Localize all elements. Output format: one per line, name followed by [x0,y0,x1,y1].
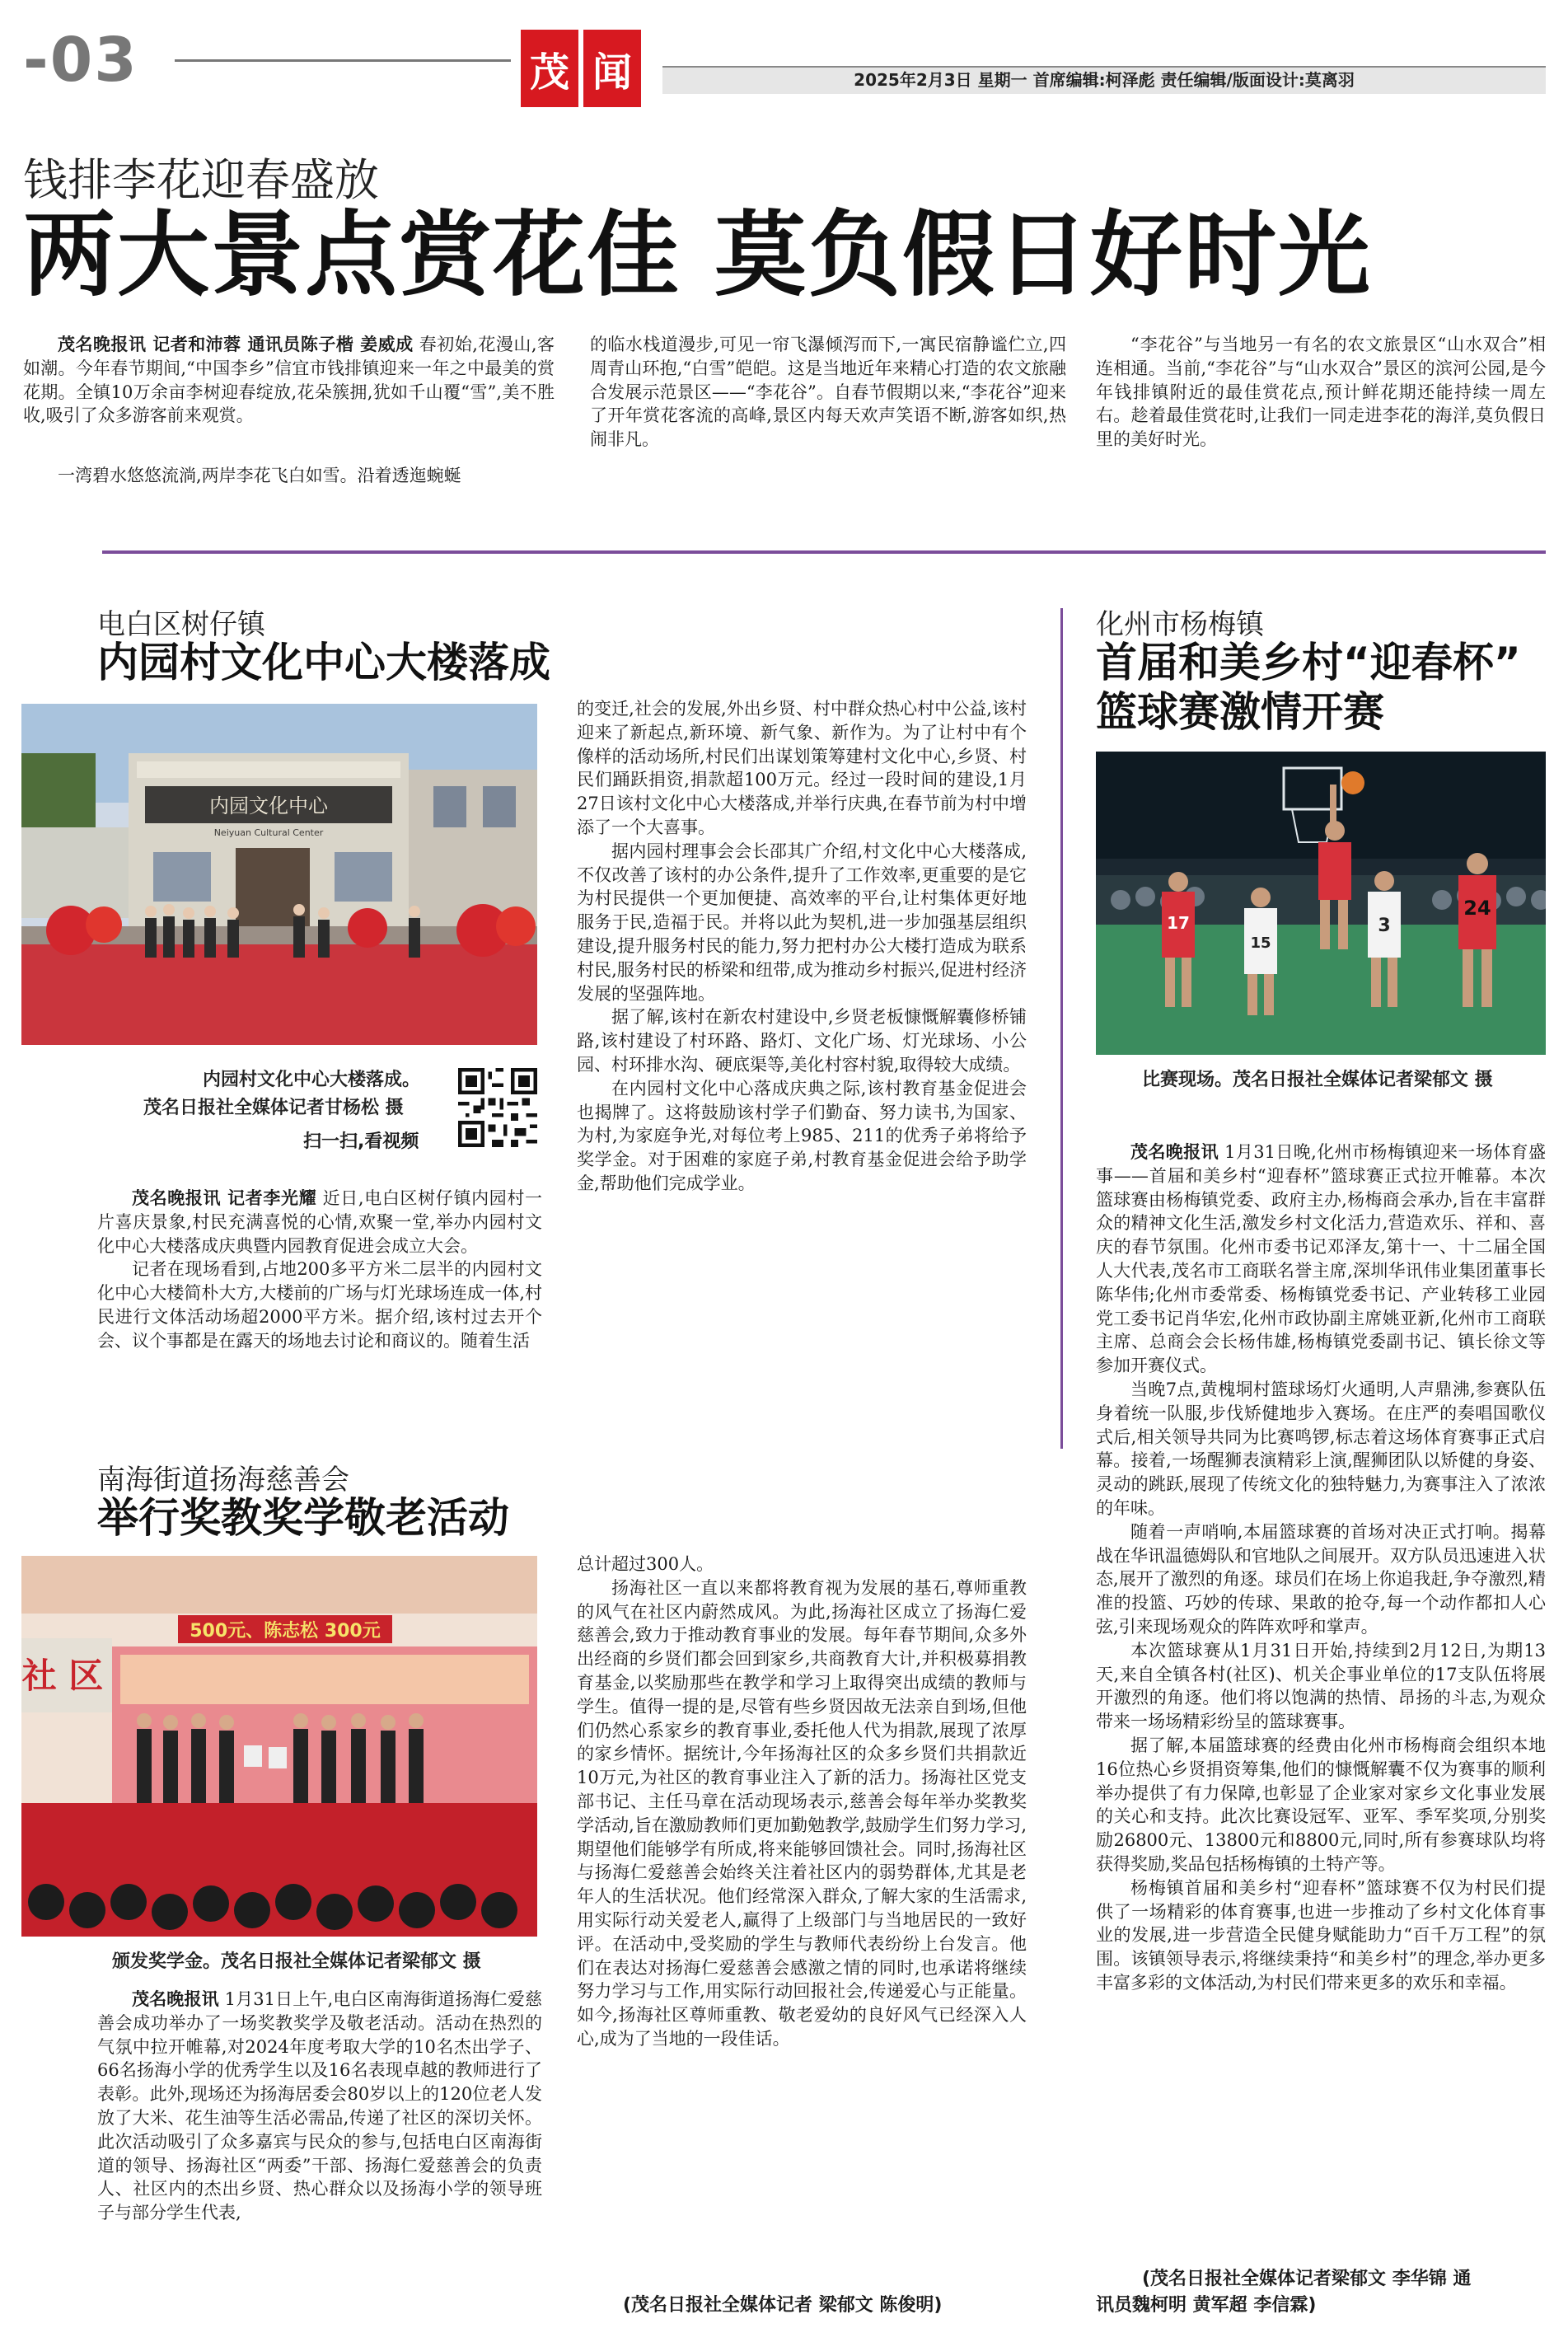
story2-byline-line1: (茂名日报社全媒体记者梁郁文 李华锦 通 [1142,2269,1472,2289]
story1-building-sign-en: Neiyuan Cultural Center [213,827,324,838]
scan-prompt: 扫一扫,看视频 [303,1131,419,1152]
story2-paragraph-1: 1月31日晚,化州市杨梅镇迎来一场体育盛事——首届和美乡村“迎春杯”篮球赛正式拉开帷幕。本次篮球赛由杨梅镇党委、政府主办,杨梅商会承办,旨在丰富群众的精神文化生活,激发乡村文化活力,营造欢乐、祥和、喜庆的春节氛围。化州市委书记邓泽友,第十一、十二届全国人大代表,茂名市工商联名誉主席,深圳华讯伟业集团董事长陈华伟;化州市委常委、杨梅镇党委书记、产业转移工业园党工委书记肖华宏,化州市政协副主席姚亚新,化州市工商联主席、总商会会长杨伟雄,杨梅镇党委副书记、镇长徐文等参加开赛仪式。 [1096,1142,1547,1376]
story2-headline-line2: 篮球赛激情开赛 [1096,688,1384,736]
story2-paragraph-6: 杨梅镇首届和美乡村“迎春杯”篮球赛不仅为村民们提供了一场精彩的体育赛事,也进一步推动了乡村文化体育事业的发展,进一步营造全民健身赋能助力“百千万工程”的氛围。该镇领导表示,将继续秉持“和美乡村”的理念,举办更多丰富多彩的文体活动,为村民们带来更多的欢乐和幸福。 [1096,1877,1546,1993]
header-rule [175,59,511,62]
story3-banner-2: 社 区 [21,1656,104,1696]
story2-kicker: 化州市杨梅镇 [1096,608,1264,641]
lead-paragraph-3: “李花谷”与当地另一有名的农文旅景区“山水双合”相连相通。当前,“李花谷”与“山水双合”景区的滨河公园,是今年钱排镇附近的最佳赏花点,预计鲜花期还能持续一周左右。趁着最佳赏花时,让我们一同走进李花的海洋,莫负假日里的美好时光。 [1096,335,1546,450]
lead-column-1b [23,464,555,488]
story2-column [1096,1141,1546,1995]
story2-dateline: 茂名晚报讯 [1130,1142,1219,1162]
section-stamp [521,30,643,107]
story1-paragraph-3: 据内园村理事会会长邵其广介绍,村文化中心大楼落成,不仅改善了该村的办公条件,提升了工作效率,更重要的是它为村民提供一个更加便捷、高效率的平台,让村集体更好地服务于民,造福于民。并将以此为契机,进一步加强基层组织建设,提升服务村民的能力,努力把村办公大楼打造成为联系村民,服务村民的桥梁和纽带,成为推动乡村振兴,促进村经济发展的坚强阵地。 [577,841,1027,1004]
jersey-number-3: 3 [1378,916,1391,936]
lead-dateline: 茂名晚报讯 记者和沛蓉 通讯员陈子楷 姜威成 [58,335,414,354]
story2-paragraph-4: 本次篮球赛从1月31日开始,持续到2月12日,为期13天,来自全镇各村(社区)、机关企事业单位的17支队伍将展开激烈的角逐。他们将以饱满的热情、昂扬的斗志,为观众带来一场场精彩纷呈的篮球赛事。 [1096,1640,1546,1732]
story1-dateline: 茂名晚报讯 记者李光耀 [132,1188,317,1208]
lead-column-3 [1096,333,1546,452]
lead-headline: 两大景点赏花佳 莫负假日好时光 [23,202,1372,309]
story3-column-2 [577,1553,1027,2051]
story3-banner-1: 500元、陈志松 300元 [190,1621,381,1642]
story1-column-2 [577,697,1027,1196]
story3-column-1 [97,1988,542,2225]
story3-paragraph-1: 1月31日上午,电白区南海街道扬海仁爱慈善会成功举办了一场奖教奖学及敬老活动。活动在热烈的气氛中拉开帷幕,对2024年度考取大学的10名杰出学子、66名扬海小学的优秀学生以及16名表现卓越的教师进行了表彰。此外,现场还为扬海居委会80岁以上的120位老人发放了大米、花生油等生活必需品,传递了社区的深切关怀。此次活动吸引了众多嘉宾与民众的参与,包括电白区南海街道的领导、扬海社区“两委”干部、扬海仁爱慈善会的负责人、社区内的杰出乡贤、热心群众以及扬海小学的领导班子与部分学生代表, [97,1989,543,2223]
story2-paragraph-5: 据了解,本届篮球赛的经费由化州市杨梅商会组织本地16位热心乡贤捐资筹集,他们的慷慨解囊不仅为赛事的顺利举办提供了有力保障,也彰显了企业家对家乡文化事业发展的关心和支持。此次比赛设冠军、亚军、季军奖项,分别奖励26800元、13800元和8800元,同时,所有参赛球队均将获得奖励,奖品包括杨梅镇的土特产等。 [1096,1735,1546,1874]
section-char-1: 茂 [521,30,578,107]
story1-building-sign: 内园文化中心 [209,794,328,817]
story2-paragraph-2: 当晚7点,黄槐垌村篮球场灯火通明,人声鼎沸,参赛队伍身着统一队服,步伐矫健地步入赛场。在庄严的奏唱国歌仪式后,相关领导共同为比赛鸣锣,标志着这场体育赛事正式启幕。接着,一场醒狮表演精彩上演,醒狮团队以矫健的身姿、灵动的跳跃,展现了传统文化的独特魅力,为赛事注入了浓浓的年味。 [1096,1379,1546,1518]
story1-paragraph-2-start: 记者在现场看到,占地200多平方米二层半的内园村文化中心大楼简朴大方,大楼前的广场与灯光球场连成一体,村民进行文体活动场超2000平方米。据介绍,该村过去开个会、议个事都是在露天的场地去讨论和商议的。随着生活 [97,1259,542,1351]
story3-paragraph-1-cont: 总计超过300人。 [577,1554,714,1574]
column-divider [1060,608,1063,1449]
lead-column-2 [590,333,1066,452]
story1-paragraph-1: 近日,电白区树仔镇内园村一片喜庆景象,村民充满喜悦的心情,欢聚一堂,举办内园村文化中心大楼落成庆典暨内园教育促进会成立大会。 [97,1188,542,1256]
story1-paragraph-5: 在内园村文化中心落成庆典之际,该村教育基金促进会也揭牌了。这将鼓励该村学子们勤奋、努力读书,为国家、为村,为家庭争光,对每位考上985、211的优秀子弟将给予奖学金。对于困难的家庭子弟,村教育基金促进会给予助学金,帮助他们完成学业。 [577,1078,1027,1193]
story1-photo [21,704,537,1045]
story1-kicker: 电白区树仔镇 [97,608,265,641]
story1-column-1 [97,1187,542,1353]
header-info: 2025年2月3日 星期一 首席编辑:柯泽彪 责任编辑/版面设计:莫离羽 [854,70,1355,90]
story3-dateline: 茂名晚报讯 [132,1989,219,2009]
story3-paragraph-2: 扬海社区一直以来都将教育视为发展的基石,尊师重教的风气在社区内蔚然成风。为此,扬海社区成立了扬海仁爱慈善会,致力于推动教育事业的发展。每年春节期间,众多外出经商的乡贤们都会回到家乡,共商教育大计,并积极募捐教育基金,以奖励那些在教学和学习上取得突出成绩的教师与学生。值得一提的是,尽管有些乡贤因故无法亲自到场,但他们仍然心系家乡的教育事业,委托他人代为捐款,展现了浓厚的家乡情怀。据统计,今年扬海社区的众多乡贤们共捐款近10万元,为社区的教育事业注入了新的活力。扬海社区党支部书记、主任马章在活动现场表示,慈善会每年举办奖教奖学活动,旨在激励教师们更加勤勉教学,鼓励学生们努力学习,期望他们能够学有所成,将来能够回馈社会。同时,扬海社区与扬海仁爱慈善会始终关注着社区内的弱势群体,尤其是老年人的生活状况。他们经常深入群众,了解大家的生活需求,用实际行动关爱老人,赢得了上级部门与当地居民的一致好评。在活动中,受奖励的学生与教师代表纷纷上台发言。他们在表达对扬海仁爱慈善会感激之情的同时,也承诺将继续努力学习与工作,用实际行动回报社会,传递爱心与正能量。如今,扬海社区尊师重教、敬老爱幼的良好风气已经深入人心,成为了当地的一段佳话。 [577,1577,1027,2049]
story3-byline: (茂名日报社全媒体记者 梁郁文 陈俊明) [623,2295,943,2316]
story3-headline: 举行奖教奖学敬老活动 [97,1494,509,1542]
jersey-number-1: 17 [1167,913,1190,933]
section-char-2: 闻 [583,30,641,107]
section-divider [102,550,1546,554]
jersey-number-2: 24 [1463,897,1491,920]
lead-paragraph-2-cont: 的临水栈道漫步,可见一帘飞瀑倾泻而下,一寓民宿静谧伫立,四周青山环抱,“白雪”皑皑。这是当地近年来精心打造的农文旅融合发展示范景区——“李花谷”。自春节假期以来,“李花谷”迎来了开年赏花客流的高峰,景区内每天欢声笑语不断,游客如织,热闹非凡。 [590,335,1066,450]
story2-byline-line2: 讯员魏柯明 黄军超 李信霖) [1096,2295,1317,2316]
story3-photo [21,1556,537,1937]
story2-headline-line1: 首届和美乡村“迎春杯” [1096,639,1521,686]
story3-caption: 颁发奖学金。茂名日报社全媒体记者梁郁文 摄 [112,1951,481,1972]
lead-column-1 [23,333,555,428]
story3-kicker: 南海街道扬海慈善会 [97,1464,349,1497]
story1-caption-line1: 内园村文化中心大楼落成。 [203,1070,421,1090]
lead-paragraph-1: 春初始,花漫山,客如潮。今年春节期间,“中国李乡”信宜市钱排镇迎来一年之中最美的赏花期。全镇10万余亩李树迎春绽放,花朵簇拥,犹如千山覆“雪”,美不胜收,吸引了众多游客前来观赏。 [23,335,555,426]
story2-caption: 比赛现场。茂名日报社全媒体记者梁郁文 摄 [1142,1070,1493,1090]
page-number: -03 [23,25,138,96]
story1-caption-line2: 茂名日报社全媒体记者甘杨松 摄 [143,1098,404,1118]
story2-photo [1096,752,1546,1055]
story1-paragraph-4: 据了解,该村在新农村建设中,乡贤老板慷慨解囊修桥铺路,该村建设了村环路、路灯、文化广场、灯光球场、小公园、村环排水沟、硬底渠等,美化村容村貌,取得较大成绩。 [577,1007,1027,1075]
story2-paragraph-3: 随着一声哨响,本届篮球赛的首场对决正式打响。揭幕战在华讯温德姆队和官地队之间展开。双方队员迅速进入状态,展开了激烈的角逐。球员们在场上你追我赶,争夺激烈,精准的投篮、巧妙的传球、果敢的抢夺,每一个动作都扣人心弦,引来现场观众的阵阵欢呼和掌声。 [1096,1521,1546,1637]
lead-kicker: 钱排李花迎春盛放 [23,154,379,206]
jersey-number-4: 15 [1250,934,1271,952]
story1-paragraph-2-cont: 的变迁,社会的发展,外出乡贤、村中群众热心村中公益,该村迎来了新起点,新环境、新气象、新作为。为了让村中有个像样的活动场所,村民们出谋划策筹建村文化中心,乡贤、村民们踊跃捐资,捐款超100万元。经过一段时间的建设,1月27日该村文化中心大楼落成,并举行庆典,在春节前为村中增添了一个大喜事。 [577,699,1027,837]
lead-paragraph-2: 一湾碧水悠悠流淌,两岸李花飞白如雪。沿着透迤蜿蜒 [58,466,461,485]
story1-headline: 内园村文化中心大楼落成 [97,639,550,686]
qr-code[interactable] [458,1068,537,1147]
